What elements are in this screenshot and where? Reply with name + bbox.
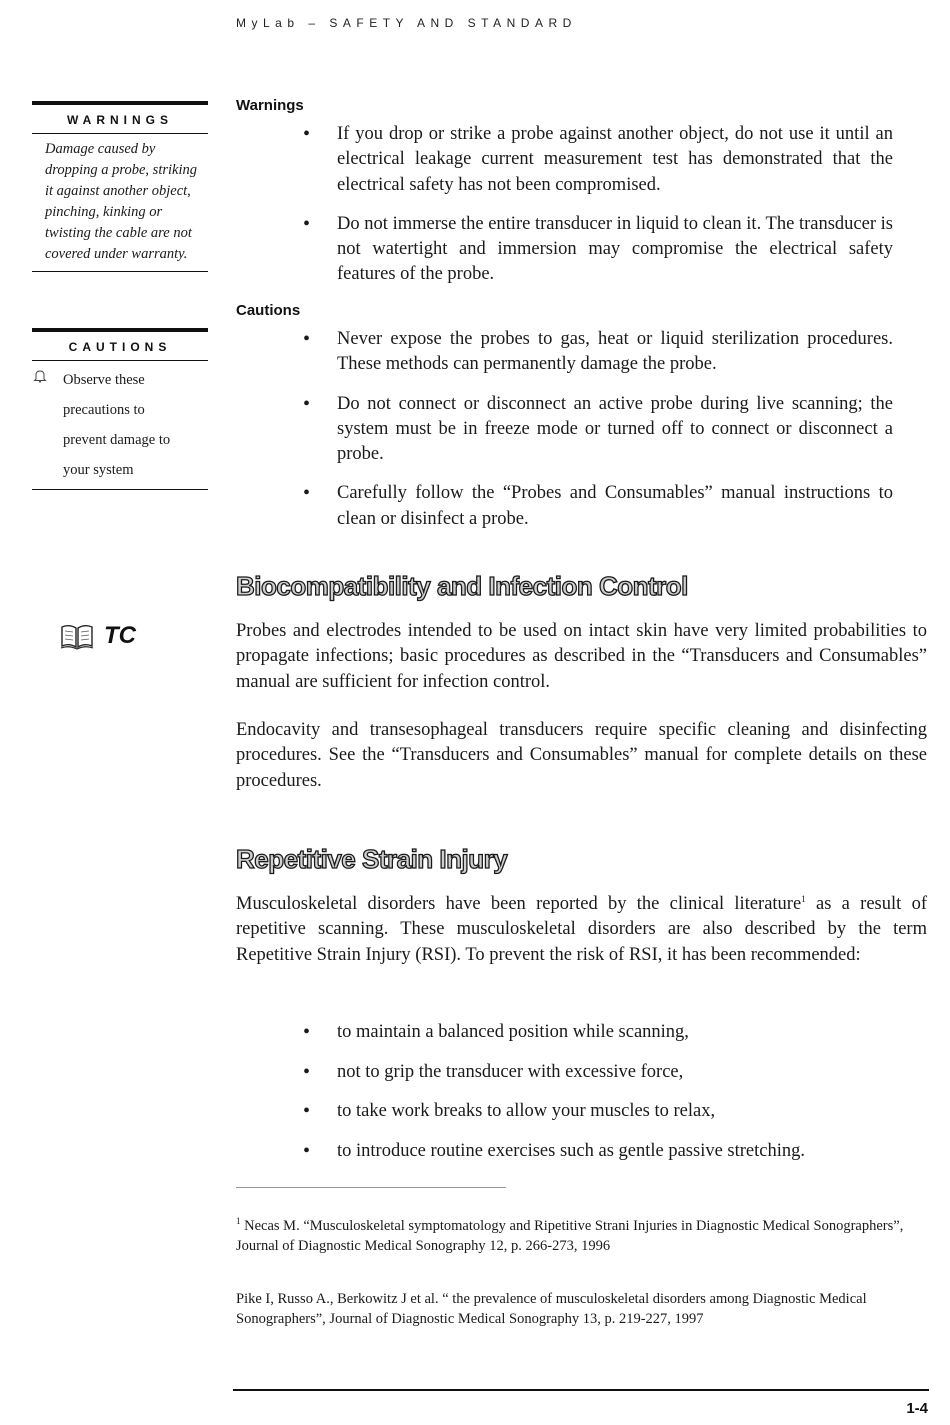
- list-item: • Carefully follow the “Probes and Consumables” manual instructions to clean or disinfect a probe.: [300, 481, 893, 532]
- footnote-mark: 1: [236, 1216, 241, 1227]
- list-item: • to introduce routine exercises such as gentle passive stretching.: [300, 1139, 893, 1164]
- sidebar-cautions-content: [32, 361, 208, 489]
- rsi-para-end: as a result of repetitive scanning. These musculoskeletal disorders are also described by the term Repetitive Strain Injury (RSI). To prevent the risk of RSI, it has been recommended:: [236, 894, 927, 965]
- rsi-title: Repetitive Strain Injury: [236, 844, 508, 874]
- caution-line: precautions to: [63, 402, 145, 418]
- rsi-para-start: Musculoskeletal disorders have been reported by the clinical literature: [236, 894, 802, 914]
- footnote-ref: 1: [801, 893, 806, 904]
- list-item: • Do not immerse the entire transducer in liquid to clean it. The transducer is not watertight and immersion may compromise the electrical safety features of the probe.: [300, 212, 893, 288]
- rsi-list: [300, 1020, 893, 1179]
- list-item: • to take work breaks to allow your muscles to relax,: [300, 1099, 893, 1124]
- divider: [32, 489, 208, 490]
- list-item: • not to grip the transducer with excessive force,: [300, 1060, 893, 1085]
- bell-icon: [32, 365, 63, 485]
- biocompat-para-2: Endocavity and transesophageal transducers require specific cleaning and disinfecting procedures. See the “Transducers and Consumables” manual for complete details on these procedures.: [236, 720, 927, 791]
- biocompat-title: Biocompatibility and Infection Control: [236, 571, 688, 601]
- running-header: MyLab – SAFETY AND STANDARD: [236, 16, 577, 30]
- divider: [32, 271, 208, 272]
- cautions-heading: Cautions: [236, 302, 301, 319]
- footnote-2: Pike I, Russo A., Berkowitz J et al. “ the prevalence of musculoskeletal disorders among Diagnostic Medical Sonographers”, Journal of Diagnostic Medical Sonography 13, p. 219-227, 1997: [236, 1291, 867, 1327]
- warnings-list: [300, 122, 893, 302]
- footer-divider: [233, 1389, 929, 1391]
- caution-line: your system: [63, 462, 134, 478]
- tc-reference: [60, 622, 136, 650]
- list-item: • Never expose the probes to gas, heat or liquid sterilization procedures. These methods can permanently damage the probe.: [300, 327, 893, 378]
- list-item: • If you drop or strike a probe against another object, do not use it until an electrical leakage current measurement test has demonstrated that the electrical safety has not been compromised.: [300, 122, 893, 198]
- biocompat-para-1: Probes and electrodes intended to be used on intact skin have very limited probabilities to propagate infections; basic procedures as described in the “Transducers and Consumables” manual are sufficient for infection control.: [236, 621, 927, 692]
- warnings-heading: Warnings: [236, 97, 304, 114]
- cautions-list: [300, 327, 893, 546]
- sidebar-warnings-text: Damage caused by dropping a probe, striking it against another object, pinching, kinking or twisting the cable are not covered under warranty.: [45, 141, 197, 262]
- footnote-divider: [236, 1187, 506, 1188]
- sidebar-cautions-text: [63, 365, 170, 485]
- list-item: • Do not connect or disconnect an active probe during live scanning; the system must be in freeze mode or turned off to connect or disconnect a probe.: [300, 392, 893, 468]
- sidebar-warnings-box: [32, 101, 208, 272]
- caution-line: Observe these: [63, 372, 145, 388]
- rsi-paragraph: [236, 892, 927, 968]
- caution-line: prevent damage to: [63, 432, 171, 448]
- sidebar-cautions-title: CAUTIONS: [68, 340, 172, 354]
- footnote-1-text: Necas M. “Musculoskeletal symptomatology and Ripetitive Strani Injuries in Diagnostic Medical Sonographers”, Journal of Diagnostic Medical Sonography 12, p. 266-273, 1996: [236, 1218, 904, 1254]
- tc-label: TC: [104, 622, 136, 649]
- sidebar-warnings-title: WARNINGS: [67, 113, 173, 127]
- footnote-1: [236, 1217, 906, 1256]
- book-icon: [60, 622, 94, 650]
- sidebar-cautions-box: [32, 328, 208, 490]
- page-number: 1-4: [906, 1400, 928, 1417]
- list-item: • to maintain a balanced position while scanning,: [300, 1020, 893, 1045]
- bell-icon-graphic: [33, 369, 47, 383]
